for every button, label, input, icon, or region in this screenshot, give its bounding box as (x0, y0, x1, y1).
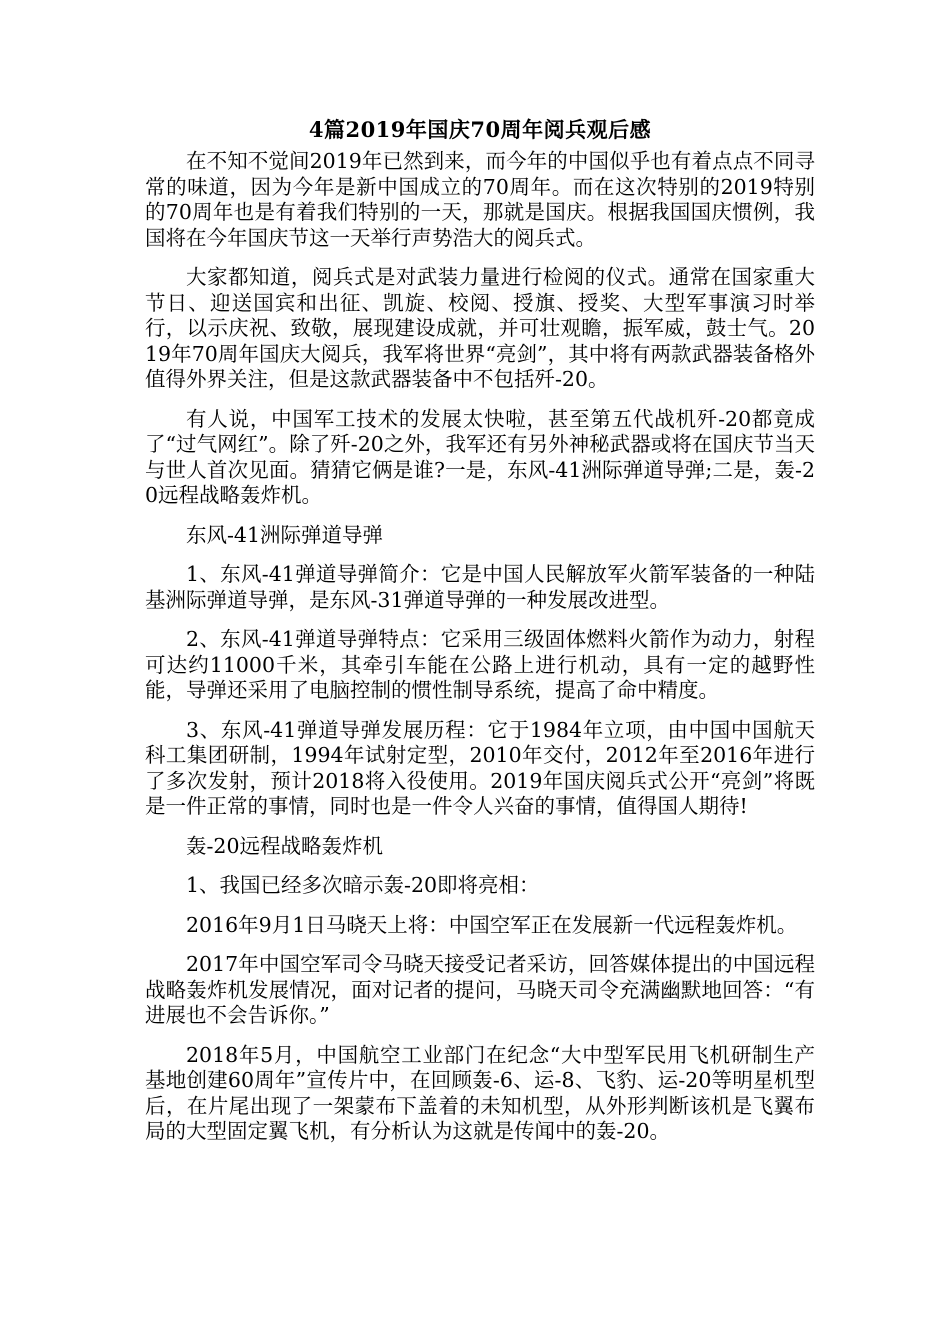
paragraph-intro: 在不知不觉间2019年已然到来，而今年的中国似乎也有着点点不同寻常的味道，因为今年是新中国成立的70周年。而在这次特别的2019特别的70周年也是有着我们特别的一天，那就是国庆。根据我国国庆惯例，我国将在今年国庆节这一天举行声势浩大的阅兵式。 (145, 149, 815, 250)
paragraph-h20-2017: 2017年中国空军司令马晓天接受记者采访，回答媒体提出的中国远程战略轰炸机发展情况，面对记者的提问，马晓天司令充满幽默地回答：“有进展也不会告诉你。” (145, 952, 815, 1027)
paragraph-h20-hints: 1、我国已经多次暗示轰-20即将亮相： (186, 873, 540, 897)
paragraph-df41-intro: 1、东风-41弹道导弹简介：它是中国人民解放军火箭军装备的一种陆基洲际弹道导弹，是东风-31弹道导弹的一种发展改进型。 (145, 562, 815, 612)
paragraph-h20-2018: 2018年5月，中国航空工业部门在纪念“大中型军民用飞机研制生产基地创建60周年”宣传片中，在回顾轰-6、运-8、飞豹、运-20等明星机型后，在片尾出现了一架蒙布下盖着的未知机型，从外形判断该机是飞翼布局的大型固定翼飞机，有分析认为这就是传闻中的轰-20。 (145, 1042, 815, 1143)
paragraph-mystery-weapons: 有人说，中国军工技术的发展太快啦，甚至第五代战机歼-20都竟成了“过气网红”。除了歼-20之外，我军还有另外神秘武器或将在国庆节当天与世人首次见面。猜猜它俩是谁?一是，东风-41洲际弹道导弹;二是，轰-20远程战略轰炸机。 (145, 406, 815, 507)
document-page (145, 115, 815, 1159)
section-heading-h20: 轰-20远程战略轰炸机 (186, 833, 384, 858)
paragraph-df41-history: 3、东风-41弹道导弹发展历程：它于1984年立项，由中国中国航天科工集团研制，1994年试射定型，2010年交付，2012年至2016年进行了多次发射，预计2018将入役使用。2019年国庆阅兵式公开“亮剑”将既是一件正常的事情，同时也是一件令人兴奋的事情，值得国人期待! (145, 717, 815, 818)
paragraph-df41-features: 2、东风-41弹道导弹特点：它采用三级固体燃料火箭作为动力，射程可达约11000千米，其牵引车能在公路上进行机动，具有一定的越野性能，导弹还采用了电脑控制的惯性制导系统，提高了命中精度。 (145, 627, 815, 702)
paragraph-parade-definition: 大家都知道，阅兵式是对武装力量进行检阅的仪式。通常在国家重大节日、迎送国宾和出征、凯旋、校阅、授旗、授奖、大型军事演习时举行，以示庆祝、致敬，展现建设成就，并可壮观瞻，振军威，鼓士气。2019年70周年国庆大阅兵，我军将世界“亮剑”，其中将有两款武器装备格外值得外界关注，但是这款武器装备中不包括歼-20。 (145, 265, 815, 391)
paragraph-h20-2016: 2016年9月1日马晓天上将：中国空军正在发展新一代远程轰炸机。 (186, 912, 798, 937)
document-title: 4篇2019年国庆70周年阅兵观后感 (308, 117, 652, 142)
section-heading-df41: 东风-41洲际弹道导弹 (186, 522, 384, 547)
